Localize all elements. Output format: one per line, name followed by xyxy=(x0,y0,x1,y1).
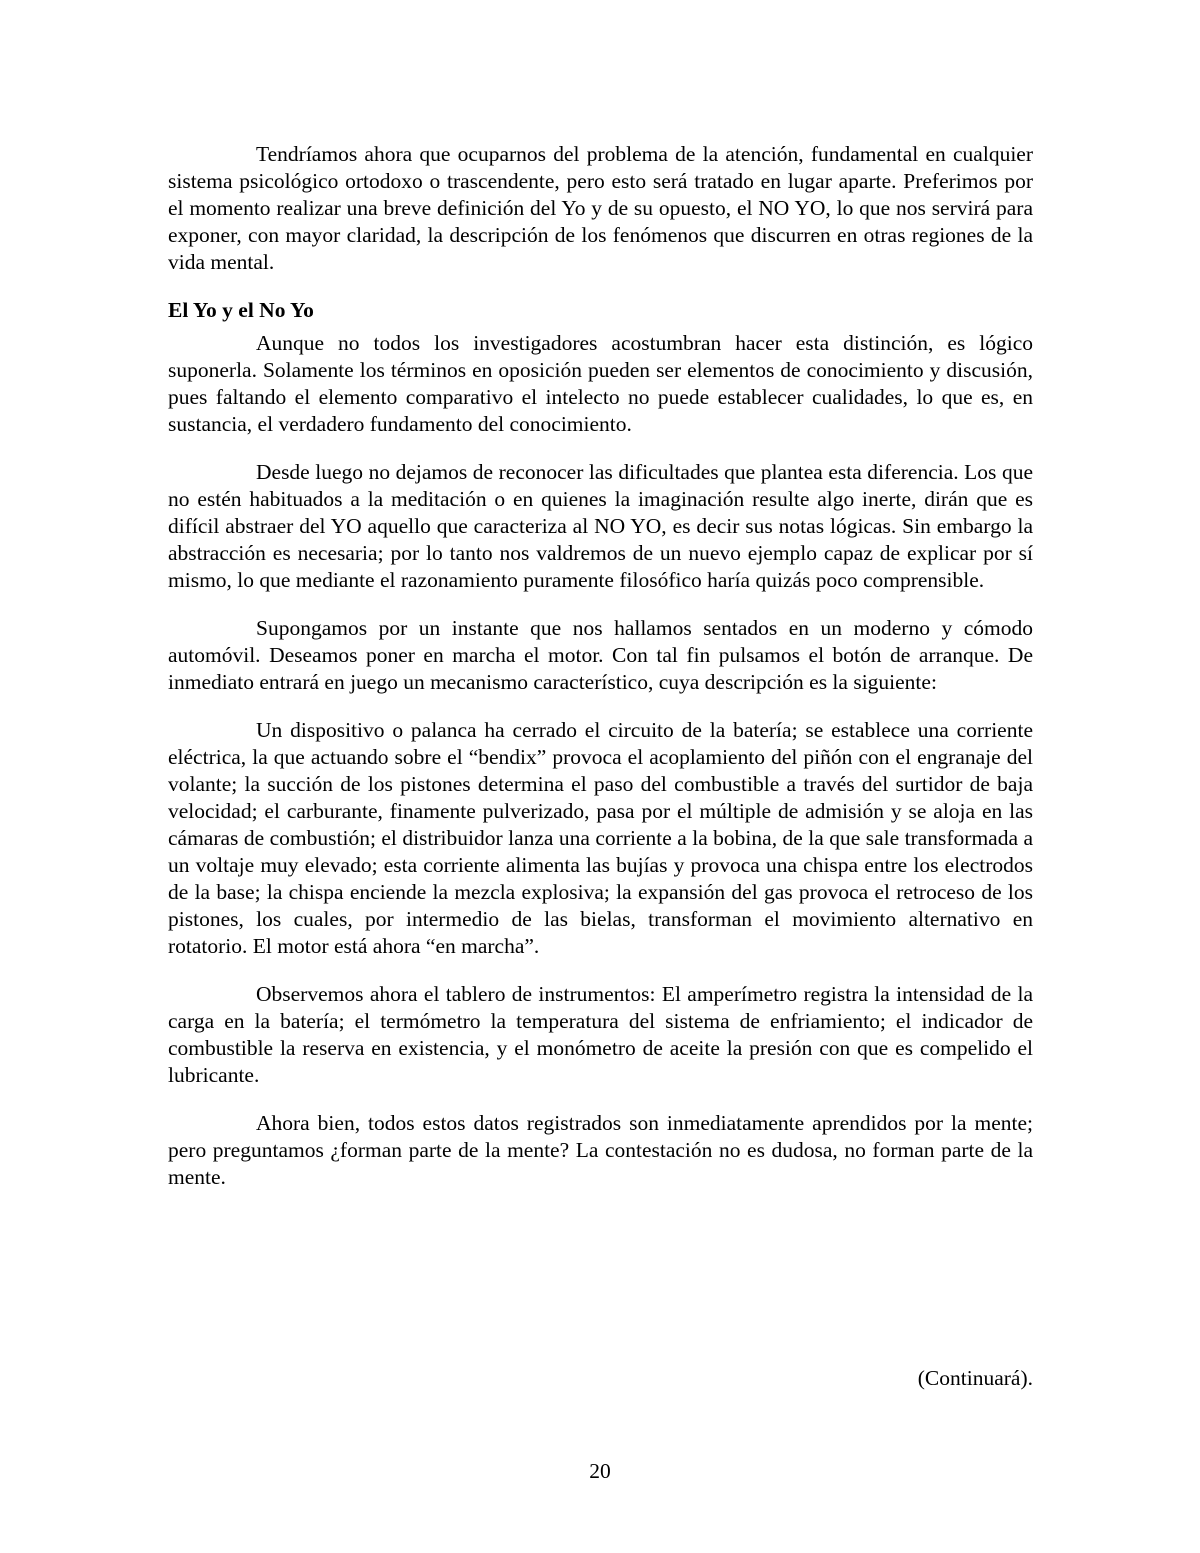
section-heading: El Yo y el No Yo xyxy=(168,298,314,322)
body-paragraph-6: Ahora bien, todos estos datos registrados son inmediatamente aprendidos por la mente; pero preguntamos ¿forman parte de la mente? La contestación no es dudosa, no forman parte de la mente. xyxy=(168,1111,1033,1189)
body-paragraph-2: Desde luego no dejamos de reconocer las dificultades que plantea esta diferencia. Los que no estén habituados a la meditación o en quienes la imaginación resulte algo inerte, dirán que es difícil abstraer del YO aquello que caracteriza al NO YO, es decir sus notas lógicas. Sin embargo la abstracción es necesaria; por lo tanto nos valdremos de un nuevo ejemplo capaz de explicar por sí mismo, lo que mediante el razonamiento puramente filosófico haría quizás poco comprensible. xyxy=(168,460,1033,592)
body-paragraph-3: Supongamos por un instante que nos hallamos sentados en un moderno y cómodo automóvil. Deseamos poner en marcha el motor. Con tal fin pulsamos el botón de arranque. De inmediato entrará en juego un mecanismo característico, cuya descripción es la siguiente: xyxy=(168,616,1033,694)
body-paragraph-5: Observemos ahora el tablero de instrumentos: El amperímetro registra la intensidad de la carga en la batería; el termómetro la temperatura del sistema de enfriamiento; el indicador de combustible la reserva en existencia, y el monómetro de aceite la presión con que es compelido el lubricante. xyxy=(168,982,1033,1087)
page-number: 20 xyxy=(589,1459,611,1483)
body-paragraph-1: Aunque no todos los investigadores acostumbran hacer esta distinción, es lógico suponerla. Solamente los términos en oposición pueden ser elementos de conocimiento y discusión, pues faltando el elemento comparativo el intelecto no puede establecer cualidades, lo que es, en sustancia, el verdadero fundamento del conocimiento. xyxy=(168,331,1033,436)
body-paragraph-4: Un dispositivo o palanca ha cerrado el circuito de la batería; se establece una corriente eléctrica, la que actuando sobre el “bendix” provoca el acoplamiento del piñón con el engranaje del volante; la succión de los pistones determina el paso del combustible a través del surtidor de baja velocidad; el carburante, finamente pulverizado, pasa por el múltiple de admisión y se aloja en las cámaras de combustión; el distribuidor lanza una corriente a la bobina, de la que sale transformada a un voltaje muy elevado; esta corriente alimenta las bujías y provoca una chispa entre los electrodos de la base; la chispa enciende la mezcla explosiva; la expansión del gas provoca el retroceso de los pistones, los cuales, por intermedio de las bielas, transforman el movimiento alternativo en rotatorio. El motor está ahora “en marcha”. xyxy=(168,718,1033,958)
page-body xyxy=(168,141,1033,1212)
continued-note: (Continuará). xyxy=(917,1366,1033,1390)
intro-paragraph: Tendríamos ahora que ocuparnos del problema de la atención, fundamental en cualquier sistema psicológico ortodoxo o trascendente, pero esto será tratado en lugar aparte. Preferimos por el momento realizar una breve definición del Yo y de su opuesto, el NO YO, lo que nos servirá para exponer, con mayor claridad, la descripción de los fenómenos que discurren en otras regiones de la vida mental. xyxy=(168,142,1033,274)
